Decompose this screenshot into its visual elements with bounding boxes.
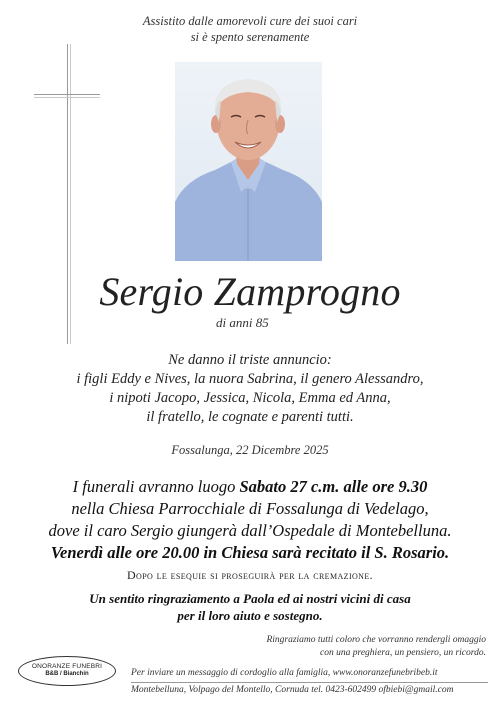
small-thanks-line-2: con una preghiera, un pensiero, un ricordo. — [320, 648, 486, 658]
rosary-line — [0, 542, 500, 564]
portrait-photo — [175, 62, 322, 261]
rosary-text: Venerdì alle ore 20.00 in Chiesa sarà recitato il S. Rosario. — [50, 543, 450, 562]
logo-line-1: ONORANZE FUNEBRI — [31, 663, 103, 670]
funeral-line-3: dove il caro Sergio giungerà dall’Ospedale di Montebelluna. — [48, 521, 452, 540]
funeral-datetime: Sabato 27 c.m. alle ore 9.30 — [239, 477, 428, 496]
intro-text — [0, 13, 500, 45]
logo-line-2: B&B / Bianchin — [45, 671, 89, 677]
cross-horizontal-bar — [34, 94, 100, 95]
place-date: Fossalunga, 22 Dicembre 2025 — [171, 443, 329, 457]
thanks-line-1: Un sentito ringraziamento a Paola ed ai nostri vicini di casa — [89, 591, 411, 606]
announcement-block — [0, 351, 500, 427]
intro-line-2: si è spento serenamente — [190, 30, 310, 44]
portrait-illustration — [175, 62, 322, 261]
announcement-line-3: i nipoti Jacopo, Jessica, Nicola, Emma ed Anna, — [109, 390, 391, 406]
funeral-info — [0, 476, 500, 564]
address-line: Montebelluna, Volpago del Montello, Cornuda tel. 0423-602499 ofbiebi@gmail.com — [131, 685, 454, 695]
funeral-line-1-text: I funerali avranno luogo — [72, 477, 240, 496]
funeral-home-logo — [18, 656, 116, 686]
small-thanks-block — [266, 634, 486, 660]
cremation-note: Dopo le esequie si proseguirà per la cremazione. — [126, 568, 374, 582]
thanks-block — [0, 590, 500, 624]
small-thanks-line-1: Ringraziamo tutti coloro che vorranno rendergli omaggio — [266, 635, 486, 645]
announcement-line-4: il fratello, le cognate e parenti tutti. — [146, 409, 354, 425]
thanks-line-2: per il loro aiuto e sostegno. — [177, 608, 323, 623]
announcement-line-2: i figli Eddy e Nives, la nuora Sabrina, il genero Alessandro, — [76, 371, 424, 387]
age-text: di anni 85 — [216, 315, 269, 330]
funeral-line-1 — [0, 476, 500, 498]
footer-divider — [131, 682, 488, 683]
contact-line[interactable]: Per inviare un messaggio di cordoglio alla famiglia, www.onoranzefunebribeb.it — [131, 668, 438, 678]
announcement-line-1: Ne danno il triste annuncio: — [168, 352, 332, 368]
deceased-name: Sergio Zamprogno — [99, 269, 401, 314]
intro-line-1: Assistito dalle amorevoli cure dei suoi cari — [142, 14, 358, 28]
funeral-line-2: nella Chiesa Parrocchiale di Fossalunga di Vedelago, — [71, 499, 429, 518]
